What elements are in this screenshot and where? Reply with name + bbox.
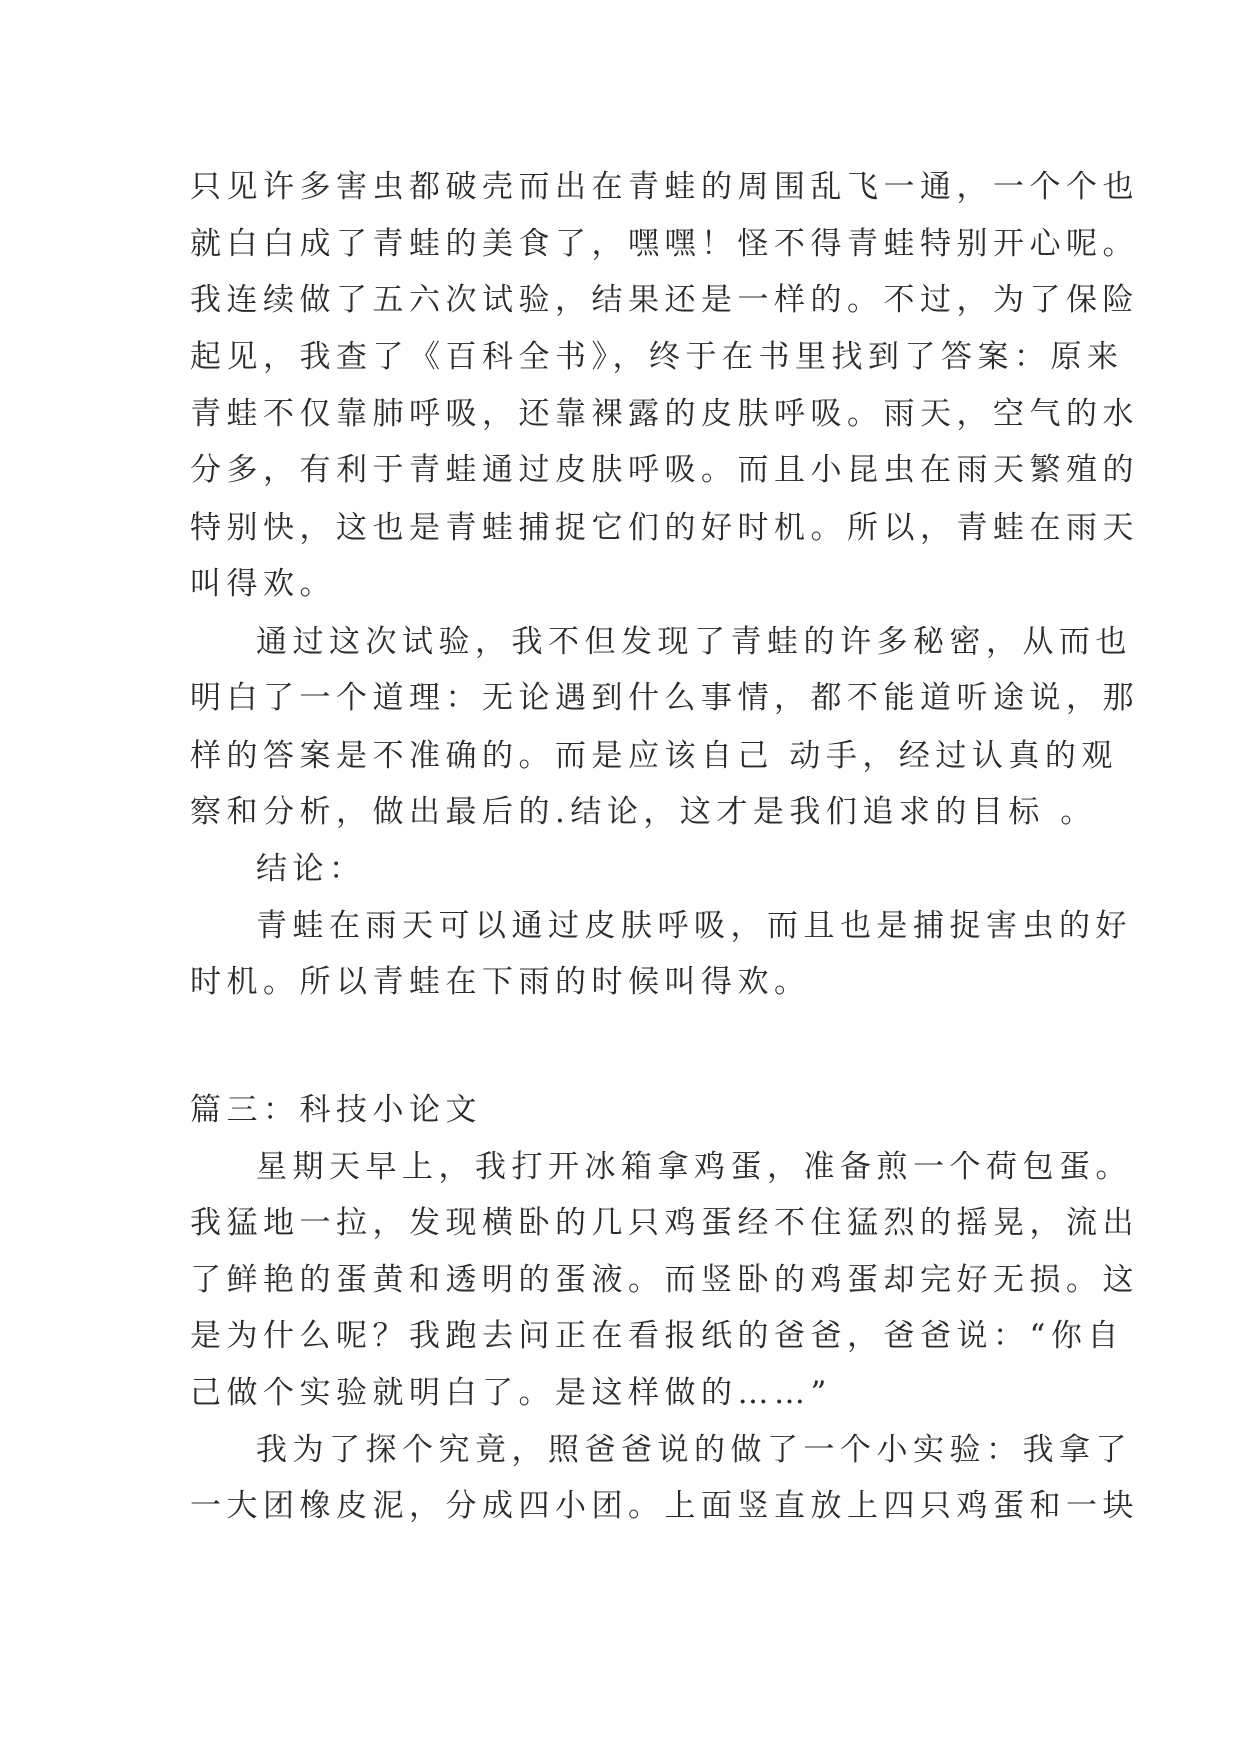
text-line: 星期天早上，我打开冰箱拿鸡蛋，准备煎一个荷包蛋。 — [256, 1149, 1132, 1185]
text-line: 了鲜艳的蛋黄和透明的蛋液。而竖卧的鸡蛋却完好无损。这 — [190, 1262, 1139, 1298]
text-line: 己做个实验就明白了。是这样做的……” — [190, 1375, 832, 1411]
text-line: 青蛙在雨天可以通过皮肤呼吸，而且也是捕捉害虫的好 — [256, 908, 1132, 944]
text-line: 叫得欢。 — [190, 566, 336, 602]
text-line: 我为了探个究竟，照爸爸说的做了一个小实验：我拿了 — [256, 1432, 1132, 1468]
text-line: 通过这次试验，我不但发现了青蛙的许多秘密，从而也 — [256, 624, 1132, 660]
text-line: 是为什么呢？我跑去问正在看报纸的爸爸，爸爸说：“你自 — [190, 1318, 1124, 1354]
text-line: 样的答案是不准确的。而是应该自己 动手，经过认真的观 — [190, 738, 1118, 774]
text-line: 察和分析，做出最后的.结论，这才是我们追求的目标 。 — [190, 794, 1097, 830]
text-line: 分多，有利于青蛙通过皮肤呼吸。而且小昆虫在雨天繁殖的 — [190, 452, 1139, 488]
text-line: 我连续做了五六次试验，结果还是一样的。不过，为了保险 — [190, 282, 1139, 318]
text-line: 明白了一个道理：无论遇到什么事情，都不能道听途说，那 — [190, 680, 1139, 716]
text-line: 特别快，这也是青蛙捕捉它们的好时机。所以，青蛙在雨天 — [190, 510, 1139, 546]
text-line: 我猛地一拉，发现横卧的几只鸡蛋经不住猛烈的摇晃，流出 — [190, 1205, 1139, 1241]
text-line: 一大团橡皮泥，分成四小团。上面竖直放上四只鸡蛋和一块 — [190, 1488, 1139, 1524]
text-line: 起见，我查了《百科全书》，终于在书里找到了答案：原来 — [190, 339, 1124, 375]
section-heading: 篇三：科技小论文 — [190, 1092, 482, 1128]
text-line: 只见许多害虫都破壳而出在青蛙的周围乱飞一通，一个个也 — [190, 169, 1139, 205]
text-line: 时机。所以青蛙在下雨的时候叫得欢。 — [190, 964, 811, 1000]
text-line: 就白白成了青蛙的美食了，嘿嘿！怪不得青蛙特别开心呢。 — [190, 226, 1139, 262]
text-line: 青蛙不仅靠肺呼吸，还靠裸露的皮肤呼吸。雨天，空气的水 — [190, 396, 1139, 432]
section-label: 结论： — [256, 851, 366, 887]
